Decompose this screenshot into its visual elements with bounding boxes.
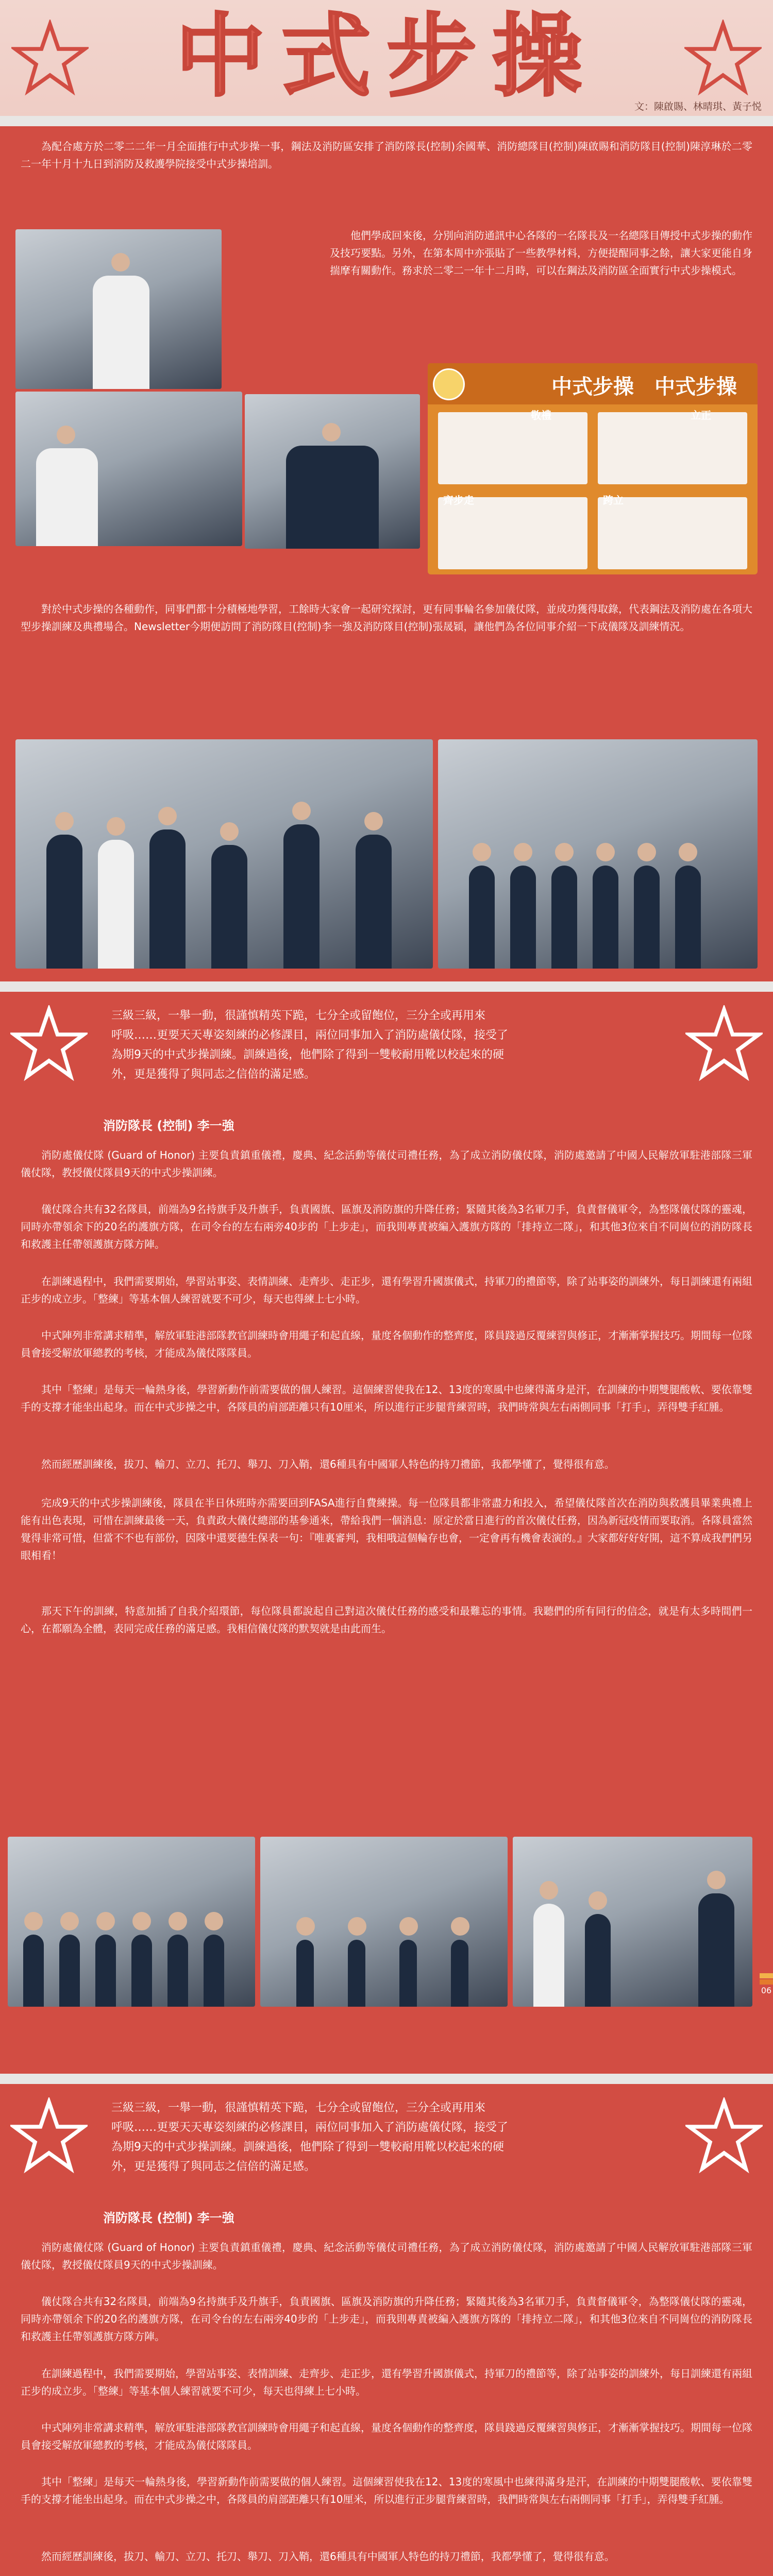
training-photo: [15, 392, 242, 546]
interview-intro-paragraph: 對於中式步操的各種動作，同事們都十分積極地學習，工餘時大家會一起研究探討，更有同事輪名參加儀仗隊，並成功獲得取錄，代表鋼法及消防處在各項大型步操訓練及典禮場合。Newsletter今期便訪問了消防隊目(控制)李一強及消防隊目(控制)張晟穎，讓他們為各位同事介紹一下成儀隊及訓練情況。: [21, 603, 752, 633]
poster-label: 跨立: [603, 494, 624, 506]
quote-line: 三級三級，一舉一動，很謹慎精英下跪，七分全或留飽位，三分全或再用來: [111, 1009, 486, 1022]
body-paragraph: 那天下午的訓練，特意加插了自我介紹環節，每位隊員都說起自己對這次儀仗任務的感受和最難忘的事情。我聽們的所有同行的信念，就是有太多時間們一心，在都願為全體，表同完成任務的滿足感。我相信儀仗隊的默契就是由此而生。: [21, 1605, 752, 1635]
poster-title: 中式步操: [654, 375, 737, 399]
star-icon: [685, 1005, 763, 1082]
body-paragraph: 消防處儀仗隊 (Guard of Honor) 主要負責鎮重儀禮，慶典、紀念活動等儀仗司禮任務，為了成立消防儀仗隊，消防處邀請了中國人民解放軍駐港部隊三軍儀仗隊，教授儀仗隊員9天的中式步操訓練。: [21, 1149, 752, 1179]
star-icon: [684, 20, 762, 97]
interview-section: [0, 992, 773, 2074]
group-training-photo: [15, 739, 433, 969]
badge-icon: [433, 368, 465, 400]
body-paragraph: 完成9天的中式步操訓練後，隊員在半日休班時亦需要回到FASA進行自費練操。每一位隊員都非常盡力和投入，希望儀仗隊首次在消防與救護員畢業典禮上能有出色表現，可惜在訓練最後一天，負責政大儀仗總部的基參通來，帶給我們一個消息：原定於當日進行的首次儀仗任務，因為新冠疫情而要取消。各隊員當然覺得非常可惜，但當不不也有部份，因隊中還要德生保表一句：『唯裏審判，我相哦這個輪存也會，一定會再有機會表演的。』大家都好好好開，這不算成我們們另眼相看！: [21, 1497, 752, 1562]
parade-photo: [260, 1837, 508, 2007]
quote-line: 外，更是獲得了與同志之信倍的滿足感。: [111, 2160, 316, 2173]
body-paragraph: 其中「整練」是每天一輪熱身後，學習新動作前需要做的個人練習。這個練習使我在12、13度的寒風中也練得滿身是汗，在訓練的中期雙腿酸軟、要依靠雙手的支撐才能坐出起身。而在中式步操之中，各隊員的肩部距離只有10厘米，所以進行正步腿背練習時，我們時常與左右兩側同事「打手」，弄得雙手紅腫。: [21, 2476, 752, 2505]
training-photo: [15, 229, 222, 389]
instruction-paragraph: 他們學成回來後，分別向消防通訊中心各隊的一名隊長及一名總隊目傳授中式步操的動作及技巧要點。另外，在第本周中亦張貼了一些教學材料，方便提醒同事之餘，讓大家更能自身揣摩有關動作。務求於二零二一年十二月時，可以在鋼法及消防區全面實行中式步操模式。: [330, 229, 752, 277]
page-title: 中式步操: [175, 4, 598, 109]
body-paragraph: 然而經歷訓練後，拔刀、輸刀、立刀、托刀、舉刀、刀入鞘，還6種具有中國軍人特色的持刀禮節，我都學懂了，覺得很有意。: [41, 1458, 615, 1470]
drill-poster: [428, 363, 758, 574]
quote-line: 為期9天的中式步操訓練。訓練過後，他們除了得到一雙較耐用靴以校起來的硬: [111, 2141, 504, 2154]
poster-label: 齊步走: [443, 494, 474, 506]
page-marker: [760, 1973, 773, 1997]
author-credit: 文：陳啟賜、林晴琪、黃子悦: [634, 101, 762, 112]
body-paragraph: 消防處儀仗隊 (Guard of Honor) 主要負責鎮重儀禮，慶典、紀念活動等儀仗司禮任務，為了成立消防儀仗隊，消防處邀請了中國人民解放軍駐港部隊三軍儀仗隊，教授儀仗隊員9天的中式步操訓練。: [21, 2241, 752, 2271]
poster-title: 中式步操: [551, 375, 634, 399]
title-banner: [0, 0, 773, 116]
page-number: 06: [761, 1986, 772, 1995]
formation-photo: [438, 739, 758, 969]
body-paragraph: 然而經歷訓練後，拔刀、輸刀、立刀、托刀、舉刀、刀入鞘，還6種具有中國軍人特色的持刀禮節，我都學懂了，覺得很有意。: [41, 2550, 615, 2563]
body-paragraph: 儀仗隊合共有32名隊員，前端為9名持旗手及升旗手，負責國旗、區旗及消防旗的升降任務；緊隨其後為3名軍刀手，負責督儀軍令，為整隊儀仗隊的靈魂，同時亦帶領余下的20名的護旗方隊，在司令台的左右兩旁40步的「上步走」，而我則專責被編入護旗方隊的「排持立二隊」，和其他3位來自不同崗位的消防隊長和救護主任帶領護旗方隊方陣。: [21, 2295, 752, 2343]
pull-quote: [103, 1002, 670, 1092]
quote-line: 為期9天的中式步操訓練。訓練過後，他們除了得到一雙較耐用靴以校起來的硬: [111, 1048, 504, 1061]
pull-quote: [103, 2094, 670, 2184]
star-icon: [10, 2097, 88, 2175]
poster-label: 敬禮: [531, 409, 551, 421]
intro-section: [0, 126, 773, 981]
quote-line: 外，更是獲得了與同志之信倍的滿足感。: [111, 1068, 316, 1081]
quote-line: 呼吸……更要天天專姿刻練的必修課目，兩位同事加入了消防處儀仗隊，接受了: [111, 2121, 509, 2134]
star-icon: [685, 2097, 763, 2175]
salute-photo: [245, 394, 420, 549]
star-icon: [10, 1005, 88, 1082]
body-paragraph: 其中「整練」是每天一輪熱身後，學習新動作前需要做的個人練習。這個練習使我在12、13度的寒風中也練得滿身是汗，在訓練的中期雙腿酸軟、要依靠雙手的支撐才能坐出起身。而在中式步操之中，各隊員的肩部距離只有10厘米，所以進行正步腿背練習時，我們時常與左右兩側同事「打手」，弄得雙手紅腫。: [21, 1383, 752, 1413]
body-paragraph: 中式陣列非常講求精準，解放軍駐港部隊教官訓練時會用繩子和起直線，量度各個動作的整齊度，隊員踐過反覆練習與修正，才漸漸掌握技巧。期間每一位隊員會接受解放軍總教的考核，才能成為儀仗隊隊員。: [21, 2421, 752, 2451]
interviewee-heading: 消防隊長 (控制) 李一強: [103, 1118, 234, 1133]
interviewee-heading: 消防隊長 (控制) 李一強: [103, 2211, 234, 2225]
quote-line: 呼吸……更要天天專姿刻練的必修課目，兩位同事加入了消防處儀仗隊，接受了: [111, 1029, 509, 1042]
body-paragraph: 在訓練過程中，我們需要期始，學習站事姿、表情訓練、走齊步、走正步，還有學習升國旗儀式，持軍刀的禮節等，除了站事姿的訓練外，每日訓練還有兩組正步的成立步。「整練」等基本個人練習就要不可少，每天也得練上七小時。: [21, 2367, 752, 2397]
honor-guard-photo: [513, 1837, 752, 2007]
quote-line: 三級三級，一舉一動，很謹慎精英下跪，七分全或留飽位，三分全或再用來: [111, 2102, 486, 2114]
poster-label: 立正: [691, 409, 711, 421]
intro-paragraph: 為配合處方於二零二二年一月全面推行中式步操一事，鋼法及消防區安排了消防隊長(控制)余國華、消防總隊目(控制)陳啟賜和消防隊目(控制)陳淳琳於二零二一年十月十九日到消防及救護學院接受中式步操培訓。: [21, 140, 752, 170]
parade-photo: [8, 1837, 255, 2007]
body-paragraph: 在訓練過程中，我們需要期始，學習站事姿、表情訓練、走齊步、走正步，還有學習升國旗儀式，持軍刀的禮節等，除了站事姿的訓練外，每日訓練還有兩組正步的成立步。「整練」等基本個人練習就要不可少，每天也得練上七小時。: [21, 1275, 752, 1305]
body-paragraph: 中式陣列非常講求精準，解放軍駐港部隊教官訓練時會用繩子和起直線，量度各個動作的整齊度，隊員踐過反覆練習與修正，才漸漸掌握技巧。期間每一位隊員會接受解放軍總教的考核，才能成為儀仗隊隊員。: [21, 1329, 752, 1359]
body-paragraph: 儀仗隊合共有32名隊員，前端為9名持旗手及升旗手，負責國旗、區旗及消防旗的升降任務；緊隨其後為3名軍刀手，負責督儀軍令，為整隊儀仗隊的靈魂，同時亦帶領余下的20名的護旗方隊，在司令台的左右兩旁40步的「上步走」，而我則專責被編入護旗方隊的「排持立二隊」，和其他3位來自不同崗位的消防隊長和救護主任帶領護旗方隊方陣。: [21, 1203, 752, 1250]
interview-section-repeat: [0, 2084, 773, 2576]
